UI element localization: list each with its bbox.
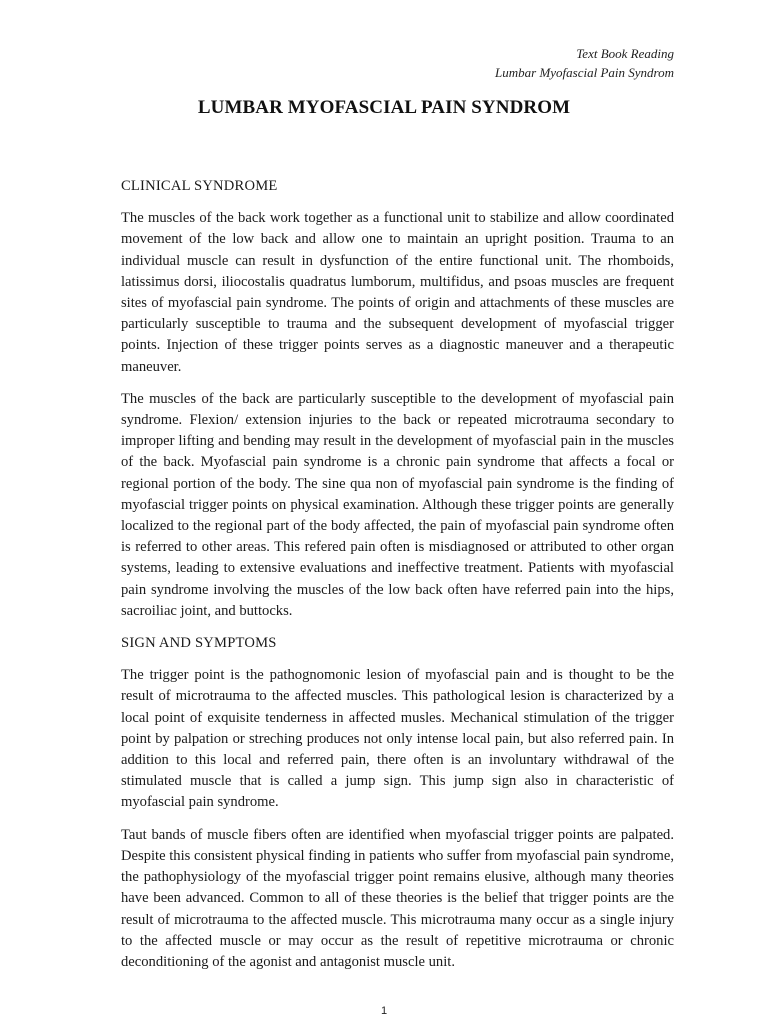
paragraph: Taut bands of muscle fibers often are identified when myofascial trigger points are palpated. Despite this consistent physical finding in patients who suffer from myofascial pain syndrome, the pathophysiology of the myofascial trigger point remains elusive, although many theories have been advanced. Common to all of these theories is the belief that trigger points are the result of microtrauma to the affected muscle. This microtrauma many occur as a single injury to the affected muscle or may occur as the result of repetitive microtrauma or chronic deconditioning of the agonist and antagonist muscle unit.: [121, 826, 674, 970]
page-number: 1: [380, 1005, 388, 1017]
section-heading-clinical-syndrome: CLINICAL SYNDROME: [121, 178, 278, 194]
document-body: [121, 176, 674, 984]
header-line-course: Text Book Reading: [576, 46, 674, 61]
paragraph: The trigger point is the pathognomonic lesion of myofascial pain and is thought to be the result of microtrauma to the affected muscles. This pathological lesion is characterized by a local point of exquisite tenderness in affected musles. Mechanical stimulation of the trigger point by palpation or streching produces not only intense local pain, but also referred pain. In addition to this local and referred pain, there often is an involuntary withdrawal of the stimulated muscle that is called a jump sign. This jump sign also in characteristic of myofascial pain syndrome.: [121, 667, 674, 811]
paragraph: The muscles of the back work together as a functional unit to stabilize and allow coordinated movement of the low back and allow one to maintain an upright position. Trauma to an individual muscle can result in dysfunction of the entire functional unit. The rhomboids, latissimus dorsi, iliocostalis quadratus lumborum, multifidus, and psoas muscles are frequent sites of myofascial pain syndrome. The points of origin and attachments of these muscles are particularly susceptible to trauma and the subsequent development of myofascial trigger points. Injection of these trigger points serves as a diagnostic maneuver and a therapeutic maneuver.: [121, 210, 674, 375]
running-header: [495, 44, 674, 82]
document-title: LUMBAR MYOFASCIAL PAIN SYNDROM: [197, 97, 571, 118]
header-line-topic: Lumbar Myofascial Pain Syndrom: [495, 65, 674, 80]
section-heading-sign-and-symptoms: SIGN AND SYMPTOMS: [121, 635, 277, 652]
paragraph: The muscles of the back are particularly susceptible to the development of myofascial pain syndrome. Flexion/ extension injuries to the back or repeated microtrauma secondary to improper lifting and bending may result in the development of myofascial pain in the muscles of the back. Myofascial pain syndrome is a chronic pain syndrome that affects a focal or regional portion of the body. The sine qua non of myofascial pain syndrome is the finding of myofascial trigger points on physical examination. Although these trigger points are generally localized to the regional part of the body affected, the pain of myofascial pain syndrome often is referred to other areas. This refered pain often is misdiagnosed or attributed to other organ systems, leading to extensive evaluations and ineffective treatment. Patients with myofascial pain syndrome involving the muscles of the low back often have referred pain into the hips, sacroiliac joint, and buttocks.: [121, 390, 674, 619]
